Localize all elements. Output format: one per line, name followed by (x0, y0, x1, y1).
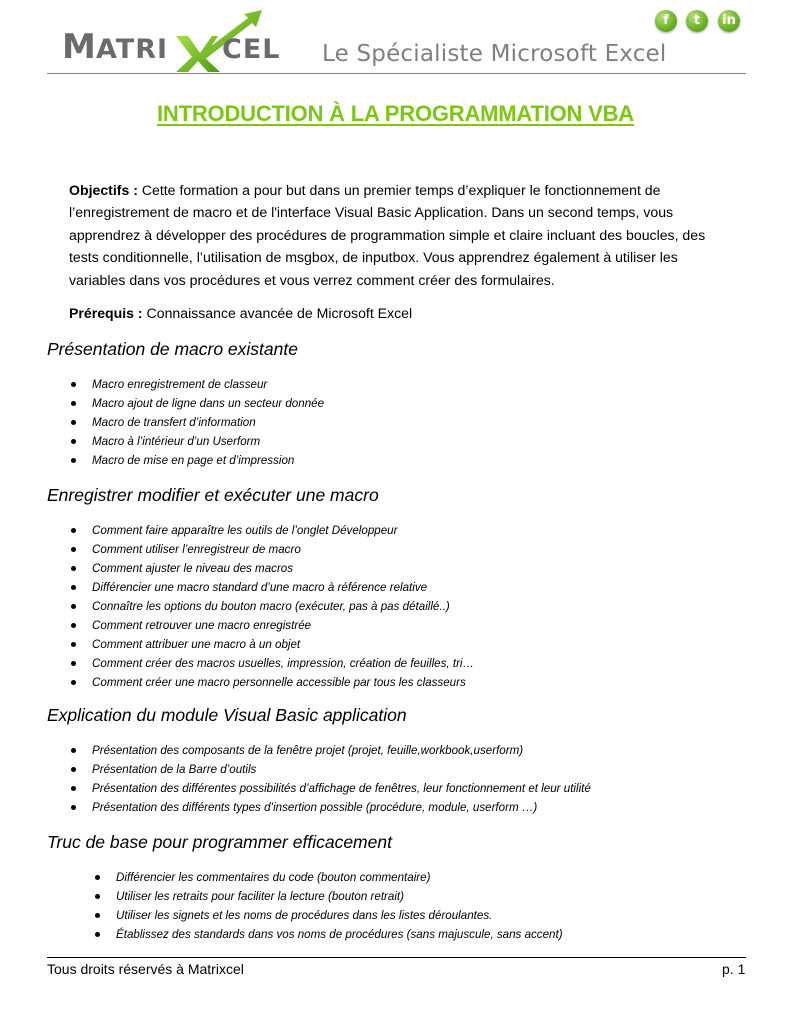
bullet-icon (71, 585, 76, 590)
prerequis-label: Prérequis : (69, 305, 143, 321)
page-number: p. 1 (722, 961, 746, 977)
facebook-icon[interactable]: f (655, 10, 677, 32)
list-item (92, 760, 591, 779)
list-item (92, 394, 324, 413)
list-item-text: Macro enregistrement de classeur (92, 378, 268, 391)
objectifs-text: Cette formation a pour but dans un premier temps d’expliquer le fonctionnement de l’enregistrement de macro et de l'interface Visual Basic Application. Dans un second temps, vous apprendrez à développer des procédures de programmation simple et claire incluant des boucles, des tests conditionnelle, l’utilisation de msgbox, de inputbox. Vous apprendrez également à utiliser les variables dans vos procédures et vous verrez comment créer des formulaires. (69, 182, 706, 288)
list-item-text: Macro à l’intérieur d’un Userform (92, 435, 261, 448)
bullet-icon (95, 913, 100, 918)
bullet-icon (95, 894, 100, 899)
list-item (92, 559, 474, 578)
bullet-icon (71, 382, 76, 387)
bullet-icon (71, 748, 76, 753)
bullet-icon (71, 767, 76, 772)
list-item-text: Macro de transfert d’information (92, 416, 256, 429)
bullet-list (92, 375, 324, 470)
list-item (92, 413, 324, 432)
list-item-text: Présentation des composants de la fenêtre projet (projet, feuille,workbook,userform) (92, 744, 524, 757)
prerequis-paragraph (69, 302, 729, 324)
list-item (92, 597, 474, 616)
list-item-text: Comment créer une macro personnelle accessible par tous les classeurs (92, 676, 466, 689)
list-item-text: Établissez des standards dans vos noms de procédures (sans majuscule, sans accent) (116, 928, 563, 941)
list-item (92, 432, 324, 451)
list-item (92, 616, 474, 635)
list-item-text: Comment faire apparaître les outils de l’onglet Développeur (92, 524, 398, 537)
bullet-list (116, 868, 563, 944)
matrixcel-logo (58, 6, 303, 72)
list-item-text: Utiliser les retraits pour faciliter la lecture (bouton retrait) (116, 890, 405, 903)
bullet-icon (71, 786, 76, 791)
list-item-text: Comment créer des macros usuelles, impression, création de feuilles, tri… (92, 657, 475, 670)
list-item (92, 654, 474, 673)
bullet-icon (71, 680, 76, 685)
section-heading: Truc de base pour programmer efficacement (47, 832, 392, 852)
footer-divider (47, 957, 746, 958)
bullet-icon (71, 805, 76, 810)
section-heading: Enregistrer modifier et exécuter une macro (47, 485, 379, 505)
list-item-text: Présentation des différents types d’insertion possible (procédure, module, userform …) (92, 801, 538, 814)
bullet-icon (71, 401, 76, 406)
bullet-icon (95, 932, 100, 937)
list-item-text: Macro de mise en page et d’impression (92, 454, 295, 467)
bullet-icon (71, 528, 76, 533)
bullet-icon (71, 642, 76, 647)
list-item-text: Différencier les commentaires du code (bouton commentaire) (116, 871, 431, 884)
list-item (116, 906, 563, 925)
list-item-text: Macro ajout de ligne dans un secteur donnée (92, 397, 325, 410)
list-item-text: Présentation de la Barre d’outils (92, 763, 257, 776)
objectifs-label: Objectifs : (69, 182, 138, 198)
list-item-text: Comment ajuster le niveau des macros (92, 562, 294, 575)
svg-text:CEL: CEL (222, 34, 281, 65)
list-item (92, 540, 474, 559)
logo-tagline: Le Spécialiste Microsoft Excel (322, 41, 667, 67)
bullet-icon (71, 604, 76, 609)
bullet-icon (95, 875, 100, 880)
list-item (116, 868, 563, 887)
list-item (92, 798, 591, 817)
bullet-icon (71, 420, 76, 425)
list-item (92, 741, 591, 760)
svg-text:ATRI: ATRI (96, 34, 169, 65)
bullet-list (92, 741, 591, 817)
list-item (116, 887, 563, 906)
bullet-icon (71, 661, 76, 666)
list-item (92, 521, 474, 540)
bullet-icon (71, 566, 76, 571)
prerequis-text: Connaissance avancée de Microsoft Excel (142, 305, 413, 321)
list-item (116, 925, 563, 944)
bullet-icon (71, 458, 76, 463)
bullet-icon (71, 623, 76, 628)
bullet-icon (71, 547, 76, 552)
list-item (92, 673, 474, 692)
header-divider (47, 73, 746, 74)
list-item (92, 578, 474, 597)
section-heading: Présentation de macro existante (47, 339, 298, 359)
twitter-icon[interactable]: t (686, 10, 708, 32)
list-item-text: Utiliser les signets et les noms de procédures dans les listes déroulantes. (116, 909, 493, 922)
bullet-icon (71, 439, 76, 444)
list-item-text: Présentation des différentes possibilités d’affichage de fenêtres, leur fonctionnement et leur utilité (92, 782, 591, 795)
section-heading: Explication du module Visual Basic application (47, 705, 407, 725)
list-item-text: Comment utiliser l’enregistreur de macro (92, 543, 301, 556)
page-title: INTRODUCTION À LA PROGRAMMATION VBA (157, 101, 634, 126)
list-item-text: Connaître les options du bouton macro (exécuter, pas à pas détaillé..) (92, 600, 450, 613)
list-item-text: Comment attribuer une macro à un objet (92, 638, 301, 651)
list-item (92, 375, 324, 394)
linkedin-icon[interactable]: in (718, 10, 740, 32)
list-item (92, 635, 474, 654)
list-item (92, 779, 591, 798)
objectifs-paragraph (69, 179, 729, 291)
svg-text:M: M (62, 27, 97, 67)
list-item (92, 451, 324, 470)
footer-copyright: Tous droits réservés à Matrixcel (47, 961, 244, 977)
list-item-text: Différencier une macro standard d’une macro à référence relative (92, 581, 428, 594)
bullet-list (92, 521, 474, 692)
list-item-text: Comment retrouver une macro enregistrée (92, 619, 312, 632)
